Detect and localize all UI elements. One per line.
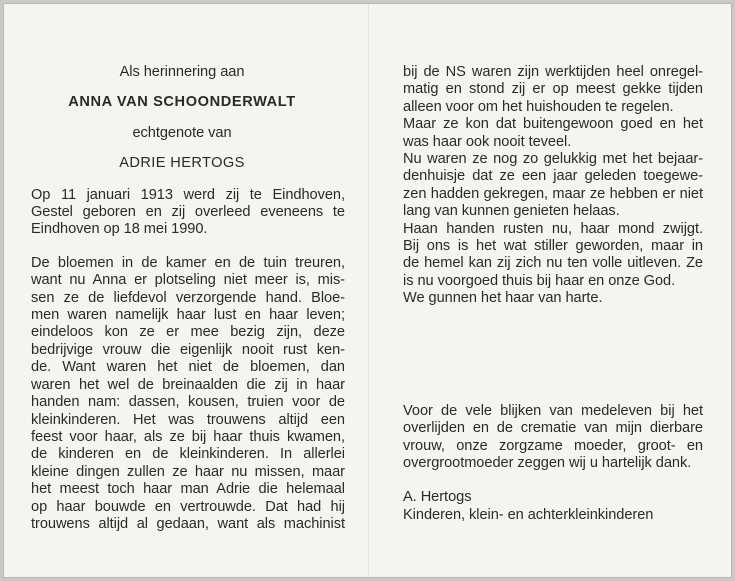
text-line: Bij ons is het wat stiller geworden, maar in (403, 238, 703, 255)
text-line: denhuisje dat ze een jaar geleden toegewe- (403, 168, 703, 185)
left-panel (31, 64, 345, 533)
text-line: Nu waren ze nog zo gelukkig met het bejaar- (403, 151, 703, 168)
text-line: We gunnen het haar van harte. (403, 290, 603, 307)
text-line: Voor de vele blijken van medeleven bij het (403, 402, 703, 419)
birth-paragraph (31, 187, 345, 239)
text-line: de hemel kan zij zich nu ten volle uitleven. Ze (403, 255, 703, 272)
text-line: men waren namelijk haar lust en haar leven; (31, 307, 345, 324)
text-line: waren het wel de breinaalden die zij in haar (31, 376, 345, 393)
text-line: handen nam: dassen, kousen, truien voor de (31, 394, 345, 411)
text-line: bij de NS waren zijn werktijden heel onregel- (403, 64, 703, 80)
deceased-name: ANNA VAN SCHOONDERWALT (68, 94, 296, 111)
poem-paragraph (31, 255, 345, 534)
text-line: alleen voor om het huishouden te regelen. (403, 98, 674, 115)
family-line: Kinderen, klein- en achterkleinkinderen (403, 506, 654, 523)
text-line: was haar ook nooit teveel. (403, 133, 572, 150)
text-line: De bloemen in de kamer en de tuin treuren, (31, 254, 345, 271)
text-line: lang van kunnen genieten helaas. (403, 203, 620, 220)
spouse-name: ADRIE HERTOGS (119, 155, 245, 172)
text-line: eindeloos kon ze er mee bezig zijn, deze (31, 324, 345, 341)
text-line: overgrootmoeder zeggen wij u hartelijk dank. (403, 454, 692, 471)
signature: A. Hertogs (403, 489, 472, 506)
text-line: de. Want waren het niet de bloemen, dan (31, 359, 345, 376)
text-line: op haar bouwde en vertrouwde. Dat had hij (31, 498, 345, 515)
text-line: matig en stond zij er op meest gekke tijden (403, 81, 703, 98)
thanks-paragraph (403, 403, 703, 473)
text-line: overlijden en de crematie van mijn dierbare (403, 420, 703, 437)
text-line: Gestel geboren en zij overleed eveneens te (31, 204, 345, 221)
text-line: want nu Anna er plotseling niet meer is, mis- (31, 272, 345, 289)
intro-text: Als herinnering aan (119, 64, 245, 80)
text-line: is nu voorgoed thuis bij haar en onze God. (403, 272, 676, 289)
memorial-card (3, 3, 732, 578)
text-line: Haan handen rusten nu, haar mond zwijgt. (403, 220, 703, 237)
text-line: het meest toch haar man Adrie die helemaal (31, 481, 345, 498)
text-line: kleinkinderen. Het was trouwens altijd een (31, 411, 345, 428)
text-line: kleine dingen zullen ze haar nu missen, maar (31, 463, 345, 480)
relation-text: echtgenote van (132, 124, 232, 141)
text-line: de kinderen en de kleinkinderen. In allerlei (31, 446, 345, 463)
text-line: sen ze de liefdevol verzorgende hand. Bloe- (31, 289, 345, 306)
text-line: vrouw, onze zorgzame moeder, groot- en (403, 437, 703, 454)
text-line: feest voor haar, als ze bij haar thuis kwamen, (31, 428, 345, 445)
text-line: trouwens altijd al gedaan, want als machinist (31, 515, 345, 532)
fold-line (368, 4, 369, 577)
text-line: zen hadden gekregen, maar ze hebben er niet (403, 185, 703, 202)
text-line: bedrijvige vrouw die eigenlijk nooit rust ken- (31, 341, 345, 358)
text-line: Op 11 januari 1913 werd zij te Eindhoven, (31, 186, 345, 203)
text-line: Maar ze kon dat buitengewoon goed en het (403, 116, 703, 133)
right-panel (403, 64, 703, 524)
continuation-paragraph (403, 64, 703, 308)
text-line: Eindhoven op 18 mei 1990. (31, 221, 208, 238)
